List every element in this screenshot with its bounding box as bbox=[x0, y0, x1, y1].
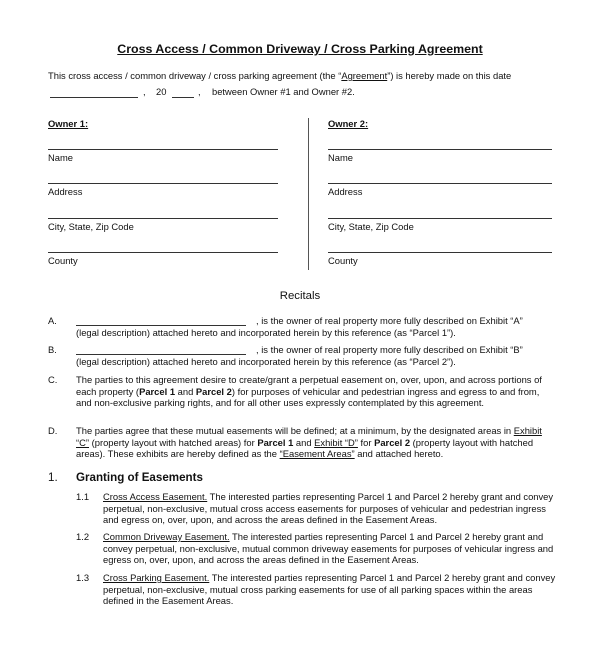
year-blank[interactable] bbox=[172, 97, 194, 98]
recital-d-letter: D. bbox=[48, 425, 58, 436]
recital-a-line2: (legal description) attached hereto and incorporated herein by this reference (as “Parcel 1”). bbox=[76, 327, 456, 338]
owner2-name-line[interactable] bbox=[328, 149, 552, 150]
recital-b-owner-blank[interactable] bbox=[76, 354, 246, 355]
parcel2-ref: Parcel 2 bbox=[374, 436, 411, 448]
owner1-name-line[interactable] bbox=[48, 149, 278, 150]
recital-b-line2: (legal description) attached hereto and incorporated herein by this reference (as “Parcel 2”). bbox=[76, 356, 456, 367]
cross-parking-easement-term: Cross Parking Easement. bbox=[103, 572, 210, 583]
easement-areas-ref: “Easement Areas” bbox=[279, 448, 355, 460]
owner1-heading: Owner 1: bbox=[48, 118, 89, 129]
intro-sentence: This cross access / common driveway / cross parking agreement (the “Agreement”) is hereby made on this date bbox=[48, 70, 512, 81]
between-owners: between Owner #1 and Owner #2. bbox=[212, 86, 355, 97]
owner1-city-label: City, State, Zip Code bbox=[48, 221, 134, 232]
document-title: Cross Access / Common Driveway / Cross Parking Agreement bbox=[117, 42, 483, 56]
agreement-term: Agreement bbox=[341, 70, 388, 81]
exhibit-d-ref: Exhibit “D” bbox=[314, 436, 358, 448]
owner-divider bbox=[308, 118, 309, 270]
common-driveway-easement-term: Common Driveway Easement. bbox=[103, 531, 230, 542]
parcel1-ref: Parcel 1 bbox=[257, 436, 294, 448]
recital-a-owner-blank[interactable] bbox=[76, 325, 246, 326]
owner1-county-line[interactable] bbox=[48, 252, 278, 253]
recital-a-line1: , is the owner of real property more fully described on Exhibit “A” bbox=[256, 315, 523, 326]
section1-heading: Granting of Easements bbox=[76, 471, 203, 484]
parcel2-ref: Parcel 2 bbox=[195, 385, 232, 397]
cross-access-easement-term: Cross Access Easement. bbox=[103, 491, 208, 502]
recital-b-letter: B. bbox=[48, 344, 57, 355]
year-prefix: 20 bbox=[156, 86, 167, 97]
owner2-city-line[interactable] bbox=[328, 218, 552, 219]
recital-c-text: The parties to this agreement desire to create/grant a perpetual easement on, over, upon, and across portions of each property (Parcel 1 and Parcel 2) for purposes of vehicular and pedestrian ingress and egress to and from, and non-exclusive parking rights, and for all other uses expressly contemplated by this agreement. bbox=[76, 374, 542, 409]
item-1-3-number: 1.3 bbox=[76, 572, 90, 583]
exhibit-c-ref: Exhibit “C” bbox=[76, 425, 542, 448]
owner1-county-label: County bbox=[48, 255, 78, 266]
owner2-city-label: City, State, Zip Code bbox=[328, 221, 414, 232]
recital-b-line1: , is the owner of real property more fully described on Exhibit “B” bbox=[256, 344, 523, 355]
owner2-heading: Owner 2: bbox=[328, 118, 369, 129]
date-blank[interactable] bbox=[50, 97, 138, 98]
owner1-address-label: Address bbox=[48, 186, 83, 197]
item-1-1-text: Cross Access Easement. The interested parties representing Parcel 1 and Parcel 2 hereby grant and convey perpetual, non-exclusive, mutual cross access easements for purposes of vehicular and pedestrian ingress and egress on, over, upon, and across the areas defined in the Easement Areas. bbox=[103, 491, 554, 526]
item-1-3-text: Cross Parking Easement. The interested parties representing Parcel 1 and Parcel 2 hereby grant and convey perpetual, non-exclusive, mutual cross parking easements for use of all parking spaces within the areas defined in the Easement Areas. bbox=[103, 572, 556, 607]
owner2-county-line[interactable] bbox=[328, 252, 552, 253]
section1-number: 1. bbox=[48, 471, 58, 484]
owner2-address-line[interactable] bbox=[328, 183, 552, 184]
parcel1-ref: Parcel 1 bbox=[139, 385, 176, 397]
owner1-address-line[interactable] bbox=[48, 183, 278, 184]
owner2-address-label: Address bbox=[328, 186, 363, 197]
item-1-2-number: 1.2 bbox=[76, 531, 90, 542]
item-1-1-number: 1.1 bbox=[76, 491, 90, 502]
owner2-name-label: Name bbox=[328, 152, 354, 163]
recital-d-text: The parties agree that these mutual easements will be defined; at a minimum, by the designated areas in Exhibit “C” (property layout with hatched areas) for Parcel 1 and Exhibit “D” for Parcel 2 (property layout with hatched areas). These exhibits are hereby defined as the “Easement Areas” and attached hereto. bbox=[76, 425, 542, 460]
owner1-name-label: Name bbox=[48, 152, 74, 163]
recital-c-letter: C. bbox=[48, 374, 58, 385]
owner2-county-label: County bbox=[328, 255, 358, 266]
owner1-city-line[interactable] bbox=[48, 218, 278, 219]
recitals-heading: Recitals bbox=[279, 290, 321, 302]
item-1-2-text: Common Driveway Easement. The interested parties representing Parcel 1 and Parcel 2 hereby grant and convey perpetual, non-exclusive, mutual common driveway easements for purposes of vehicular ingress and egress on, over, upon, and across the areas defined in the Easement Areas. bbox=[103, 531, 554, 566]
recital-a-letter: A. bbox=[48, 315, 57, 326]
